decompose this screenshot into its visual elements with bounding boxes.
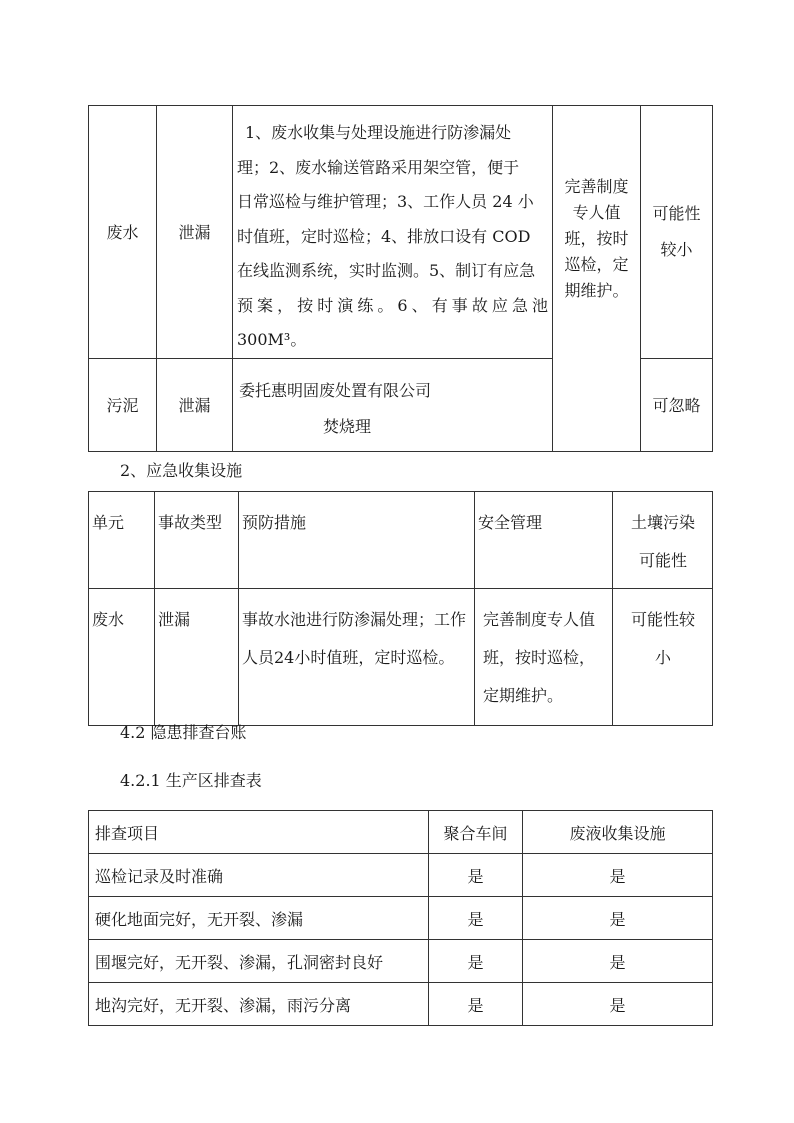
value-cell: 是 xyxy=(523,983,713,1026)
measure-line: 理；2、废水输送管路采用架空管，便于 xyxy=(237,157,520,177)
header-line: 土壤污染 xyxy=(630,513,695,532)
value-cell: 是 xyxy=(523,897,713,940)
management-line: 定期维护。 xyxy=(483,686,564,705)
table-header-row xyxy=(89,492,713,589)
possibility-line: 小 xyxy=(654,648,671,667)
value-cell: 是 xyxy=(429,940,523,983)
header-cell: 聚合车间 xyxy=(429,811,523,854)
table-row xyxy=(89,897,713,940)
risk-table xyxy=(88,105,713,452)
unit-cell: 污泥 xyxy=(89,358,157,451)
section-heading: 2、应急收集设施 xyxy=(120,461,243,480)
measures-cell xyxy=(239,589,475,726)
measure-line: 焚烧理 xyxy=(323,416,372,436)
table-row xyxy=(89,940,713,983)
section-heading: 4.2 隐患排查台账 xyxy=(120,723,247,742)
inspection-table xyxy=(88,810,713,1026)
measure-line: 事故水池进行防渗漏处理；工作 xyxy=(242,610,467,629)
possibility-line: 可能性较 xyxy=(630,610,695,629)
table-header-row xyxy=(89,811,713,854)
section-heading: 4.2.1 生产区排查表 xyxy=(120,771,262,790)
item-cell: 围堰完好，无开裂、渗漏，孔洞密封良好 xyxy=(89,940,429,983)
management-line: 专人值 xyxy=(572,203,621,222)
measure-line: 时值班，定时巡检；4、排放口设有 COD xyxy=(237,226,531,246)
measure-line: 1、废水收集与处理设施进行防渗漏处 xyxy=(245,123,512,142)
table-row xyxy=(89,589,713,726)
management-line: 完善制度 xyxy=(564,177,629,196)
emergency-table xyxy=(88,491,713,726)
header-cell xyxy=(613,492,713,589)
possibility-cell: 可忽略 xyxy=(641,358,713,451)
possibility-cell xyxy=(641,106,713,359)
measures-cell xyxy=(233,358,553,451)
table-row xyxy=(89,106,713,359)
item-cell: 硬化地面完好，无开裂、渗漏 xyxy=(89,897,429,940)
value-cell: 是 xyxy=(429,897,523,940)
management-line: 班，按时 xyxy=(564,229,629,248)
type-cell: 泄漏 xyxy=(157,106,233,359)
management-line: 巡检，定 xyxy=(564,255,629,274)
management-line: 完善制度专人值 xyxy=(483,610,596,629)
value-cell: 是 xyxy=(523,940,713,983)
measures-cell xyxy=(233,106,553,359)
possibility-cell xyxy=(613,589,713,726)
value-cell: 是 xyxy=(523,854,713,897)
table-row xyxy=(89,854,713,897)
type-cell: 泄漏 xyxy=(155,589,239,726)
header-cell: 单元 xyxy=(89,492,155,589)
header-cell: 安全管理 xyxy=(475,492,613,589)
measure-line: 日常巡检与维护管理；3、工作人员 24 小 xyxy=(237,192,534,211)
management-cell xyxy=(553,106,641,452)
header-cell: 排查项目 xyxy=(89,811,429,854)
management-line: 班，按时巡检， xyxy=(483,648,596,667)
unit-cell: 废水 xyxy=(89,106,157,359)
measure-line: 人员24小时值班，定时巡检。 xyxy=(242,648,455,667)
measure-line: 预案，按时演练。6、有事故应急池300M³。 xyxy=(237,295,548,349)
type-cell: 泄漏 xyxy=(157,358,233,451)
possibility-line: 较小 xyxy=(660,240,693,259)
header-cell: 预防措施 xyxy=(239,492,475,589)
item-cell: 巡检记录及时准确 xyxy=(89,854,429,897)
possibility-line: 可能性 xyxy=(652,204,701,223)
management-line: 期维护。 xyxy=(564,281,629,300)
unit-cell: 废水 xyxy=(89,589,155,726)
measure-line: 委托惠明固废处置有限公司 xyxy=(239,380,432,400)
item-cell: 地沟完好，无开裂、渗漏，雨污分离 xyxy=(89,983,429,1026)
value-cell: 是 xyxy=(429,983,523,1026)
value-cell: 是 xyxy=(429,854,523,897)
table-row xyxy=(89,983,713,1026)
header-line: 可能性 xyxy=(638,551,687,570)
management-cell xyxy=(475,589,613,726)
header-cell: 废液收集设施 xyxy=(523,811,713,854)
header-cell: 事故类型 xyxy=(155,492,239,589)
measure-line: 在线监测系统，实时监测。5、制订有应急 xyxy=(237,261,536,280)
